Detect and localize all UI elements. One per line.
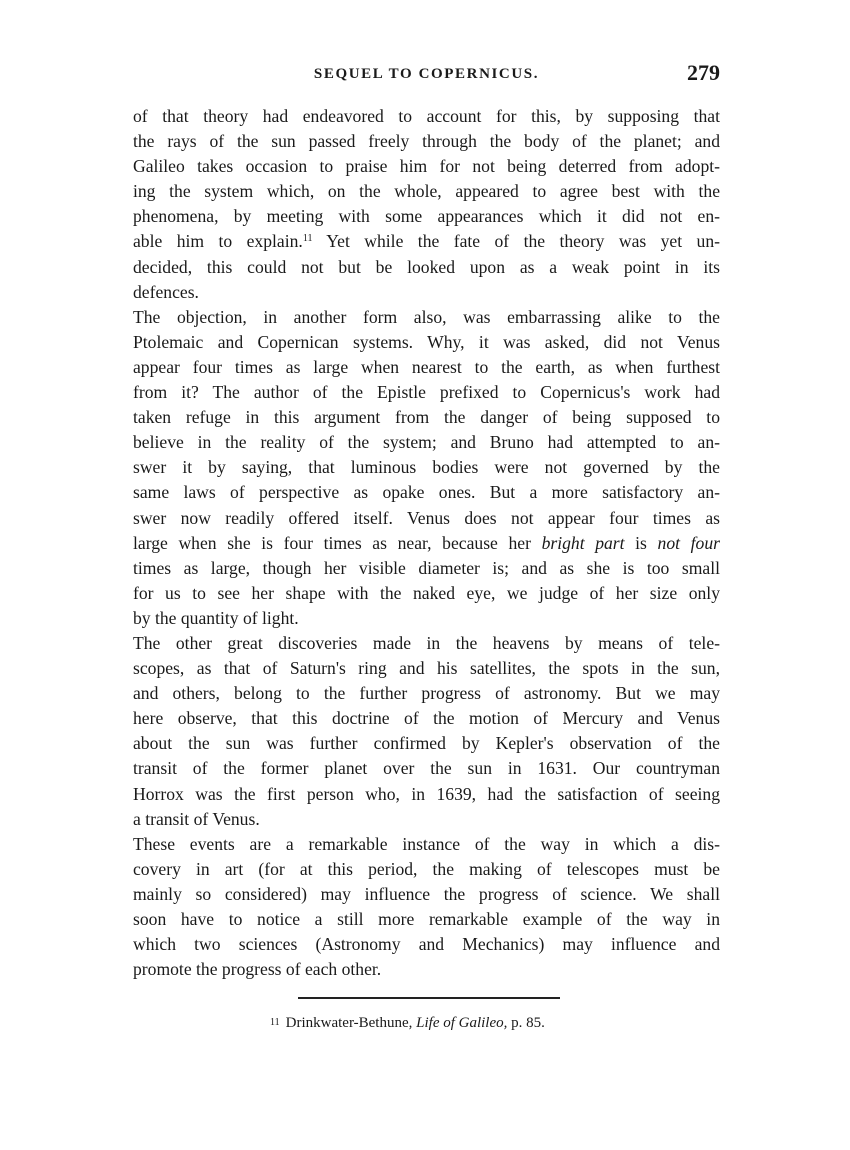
text-line: appear four times as large when nearest to the earth, as when furthest	[133, 356, 720, 377]
text-line-with-footnote-ref	[133, 229, 720, 254]
text-line-with-italics	[133, 531, 720, 556]
text-segment: is	[635, 532, 647, 553]
paragraph-4	[133, 832, 720, 983]
footnote-mark: 11	[270, 1017, 280, 1028]
text-line: of that theory had endeavored to account for this, by supposing that	[133, 106, 720, 126]
text-line: Ptolemaic and Copernican systems. Why, it was asked, did not Venus	[133, 331, 720, 352]
footnote-title: Life of Galileo,	[416, 1015, 508, 1031]
text-line: transit of the former planet over the sun in 1631. Our countryman	[133, 758, 720, 779]
footnote-divider	[298, 997, 560, 999]
footnote-author: Drinkwater-Bethune,	[285, 1015, 413, 1031]
text-line: the rays of the sun passed freely through the body of the planet; and	[133, 131, 720, 152]
text-line: The other great discoveries made in the heavens by means of tele-	[133, 632, 720, 653]
text-line: from it? The author of the Epistle prefixed to Copernicus's work had	[133, 382, 720, 403]
text-line: which two sciences (Astronomy and Mechanics) may influence and	[133, 934, 720, 955]
paragraph-2	[133, 305, 720, 631]
text-line: scopes, as that of Saturn's ring and his satellites, the spots in the sun,	[133, 658, 720, 679]
text-line: believe in the reality of the system; and Bruno had attempted to an-	[133, 432, 720, 453]
text-line: swer now readily offered itself. Venus does not appear four times as	[133, 507, 720, 528]
text-line: same laws of perspective as opake ones. But a more satisfactory an-	[133, 482, 720, 503]
text-line: The objection, in another form also, was embarrassing alike to the	[133, 306, 720, 327]
text-line: a transit of Venus.	[133, 808, 260, 829]
text-line: swer it by saying, that luminous bodies were not governed by the	[133, 457, 720, 478]
footnote-page: p. 85.	[511, 1015, 545, 1031]
paragraph-3	[133, 631, 720, 832]
text-segment: Yet while the fate of the theory was yet un-	[326, 231, 720, 252]
text-line: here observe, that this doctrine of the motion of Mercury and Venus	[133, 708, 720, 729]
text-line: promote the progress of each other.	[133, 959, 382, 980]
text-line: These events are a remarkable instance of the way in which a dis-	[133, 833, 720, 854]
running-head	[133, 60, 720, 90]
text-line: Galileo takes occasion to praise him for not being deterred from adopt-	[133, 156, 720, 177]
text-line: Horrox was the first person who, in 1639, had the satisfaction of seeing	[133, 783, 720, 804]
italic-phrase: bright part	[541, 532, 625, 553]
text-line: ing the system which, on the whole, appeared to agree best with the	[133, 181, 720, 202]
text-line: decided, this could not but be looked upon as a weak point in its	[133, 256, 720, 277]
italic-phrase: not four	[657, 532, 720, 553]
text-line: about the sun was further confirmed by Kepler's observation of the	[133, 733, 720, 754]
text-line: mainly so considered) may influence the progress of science. We shall	[133, 883, 720, 904]
text-line: covery in art (for at this period, the making of telescopes must be	[133, 858, 720, 879]
footnote	[270, 1013, 690, 1033]
running-head-title: SEQUEL TO COPERNICUS.	[313, 66, 540, 82]
text-segment: large when she is four times as near, because her	[133, 532, 531, 553]
text-line: taken refuge in this argument from the danger of being supposed to	[133, 407, 720, 428]
text-line: defences.	[133, 281, 199, 302]
text-line: for us to see her shape with the naked eye, we judge of her size only	[133, 582, 720, 603]
text-line: and others, belong to the further progress of astronomy. But we may	[133, 683, 720, 704]
text-line: phenomena, by meeting with some appearances which it did not en-	[133, 206, 720, 227]
text-segment: able him to explain.	[133, 231, 303, 252]
text-line: times as large, though her visible diameter is; and as she is too small	[133, 557, 720, 578]
text-line: soon have to notice a still more remarkable example of the way in	[133, 909, 720, 929]
text-line: by the quantity of light.	[133, 607, 299, 628]
page-number: 279	[687, 60, 720, 85]
footnote-reference[interactable]: 11	[302, 233, 313, 245]
body-text	[133, 104, 720, 982]
paragraph-1	[133, 104, 720, 305]
